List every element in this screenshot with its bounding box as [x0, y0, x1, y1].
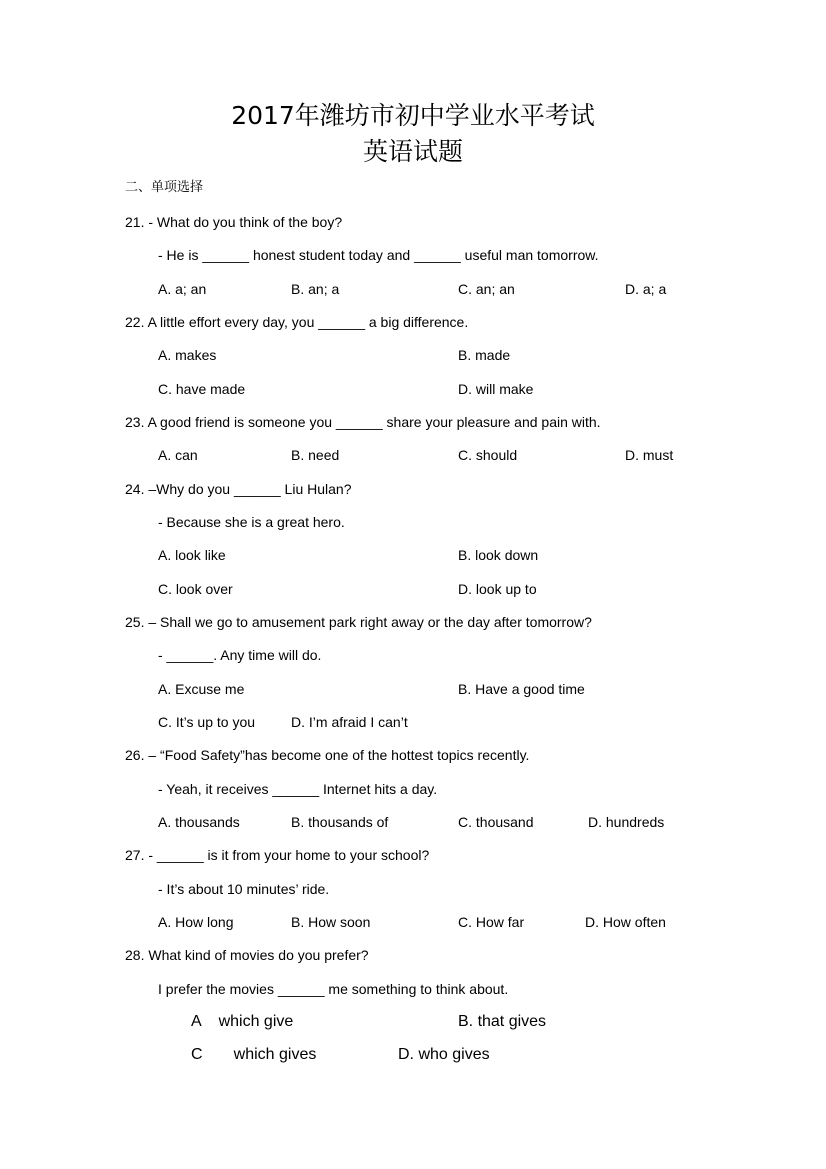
option-a: A. How long [158, 914, 234, 930]
option-c: C which gives [191, 1046, 317, 1063]
question-stem: 24. –Why do you ______ Liu Hulan? [125, 481, 352, 497]
question-stem: 27. - ______ is it from your home to your school? [125, 847, 430, 863]
option-a: A. can [158, 447, 198, 463]
question-stem: 25. – Shall we go to amusement park right away or the day after tomorrow? [125, 614, 592, 630]
option-d: D. will make [458, 381, 534, 397]
option-c: C. an; an [458, 281, 515, 297]
title-line-2: 英语试题 [362, 137, 463, 166]
option-d: D. hundreds [588, 814, 665, 830]
question-sub: - He is ______ honest student today and ______ useful man tomorrow. [158, 247, 599, 263]
option-a: A which give [191, 1013, 294, 1030]
option-a: A. Excuse me [158, 681, 245, 697]
option-a: A. thousands [158, 814, 240, 830]
question-sub: I prefer the movies ______ me something to think about. [158, 981, 509, 997]
question-sub: - It’s about 10 minutes’ ride. [158, 881, 330, 897]
option-d: D. look up to [458, 581, 537, 597]
question-sub: - Because she is a great hero. [158, 514, 345, 530]
question-sub: - Yeah, it receives ______ Internet hits a day. [158, 781, 438, 797]
question-stem: 21. - What do you think of the boy? [125, 214, 343, 230]
option-b: B. that gives [458, 1013, 547, 1030]
option-b: B. an; a [291, 281, 340, 297]
question-stem: 22. A little effort every day, you ______ a big difference. [125, 314, 469, 330]
option-c: C. thousand [458, 814, 534, 830]
option-b: B. look down [458, 547, 539, 563]
question-sub: - ______. Any time will do. [158, 647, 322, 663]
option-a: A. look like [158, 547, 226, 563]
option-d: D. How often [585, 914, 666, 930]
option-b: B. How soon [291, 914, 371, 930]
option-c: C. It’s up to you [158, 714, 256, 730]
option-c: C. have made [158, 381, 246, 397]
option-c: C. look over [158, 581, 233, 597]
section-heading: 二、单项选择 [125, 180, 204, 195]
question-stem: 26. – “Food Safety”has become one of the hottest topics recently. [125, 747, 530, 763]
option-d: D. a; a [625, 281, 667, 297]
option-b: B. Have a good time [458, 681, 585, 697]
option-c: C. should [458, 447, 518, 463]
option-d: D. must [625, 447, 674, 463]
option-c: C. How far [458, 914, 525, 930]
option-d: D. I’m afraid I can’t [291, 714, 408, 730]
option-b: B. thousands of [291, 814, 389, 830]
option-a: A. makes [158, 347, 217, 363]
option-d: D. who gives [398, 1046, 490, 1063]
title-line-1: 2017年潍坊市初中学业水平考试 [231, 101, 595, 130]
option-b: B. made [458, 347, 511, 363]
option-b: B. need [291, 447, 340, 463]
question-stem: 28. What kind of movies do you prefer? [125, 947, 369, 963]
option-a: A. a; an [158, 281, 207, 297]
question-stem: 23. A good friend is someone you ______ share your pleasure and pain with. [125, 414, 601, 430]
